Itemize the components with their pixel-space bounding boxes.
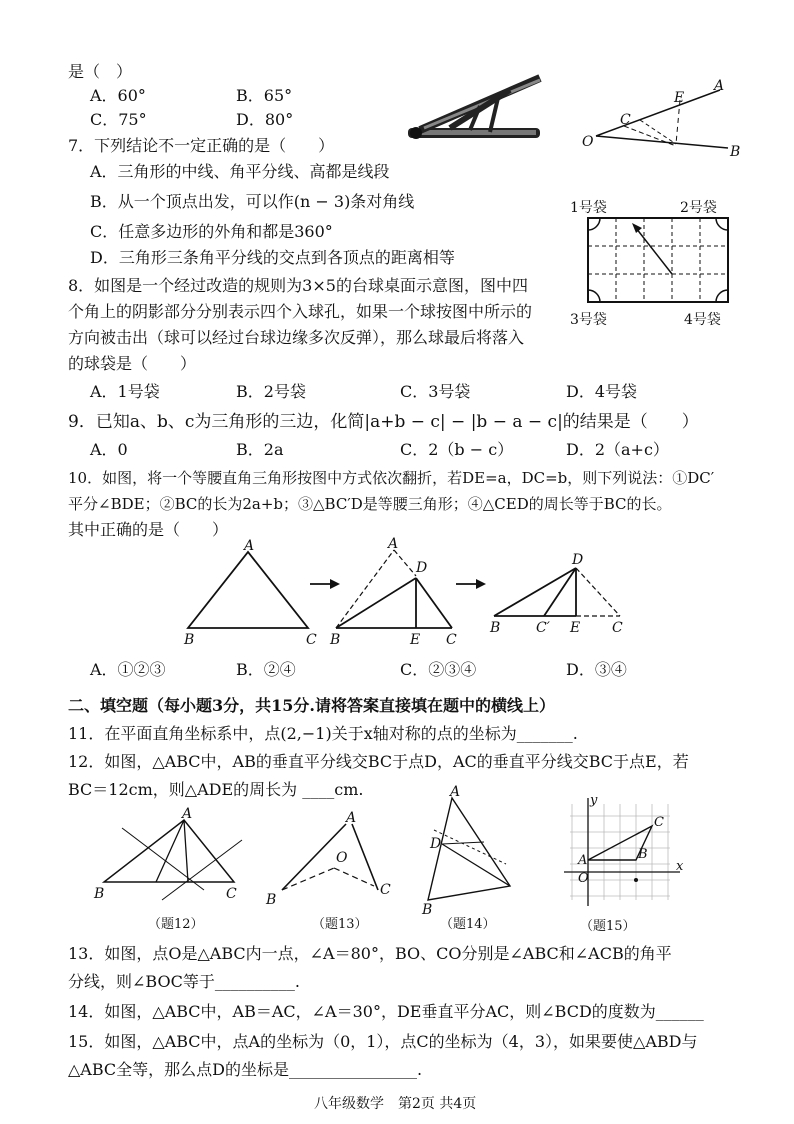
fig12-label-a: A	[182, 806, 193, 822]
q6-label-c: C	[620, 112, 631, 128]
caption-12: （题12）	[148, 917, 204, 932]
q10-option-d: D．③④	[566, 660, 627, 679]
q10-fig1-b: B	[184, 632, 195, 648]
q8-line-4: 的球袋是（ ）	[68, 354, 197, 373]
page-footer: 八年级数学 第2页 共4页	[314, 1096, 477, 1112]
q10-fig2-a: A	[388, 536, 399, 552]
q8-option-d: D．4号袋	[566, 382, 638, 401]
q9-option-c: C．2（b − c）	[400, 440, 514, 459]
q15-line-1: 15．如图，△ABC中，点A的坐标为（0，1），点C的坐标为（4，3），如果要使△ABD与	[68, 1032, 698, 1051]
caption-14: （题14）	[440, 917, 496, 932]
q10-line-1: 10．如图，将一个等腰直角三角形按图中方式依次翻折，若DE=a，DC=b，则下列说法：①DC′	[68, 469, 715, 487]
q10-fig2-e: E	[410, 632, 421, 648]
q9-option-b: B．2a	[236, 440, 284, 459]
q10-option-a: A．①②③	[90, 660, 166, 679]
q10-fig3-cprime: C′	[536, 620, 550, 636]
q8-billiard-figure	[570, 198, 750, 328]
fig15-label-x: x	[676, 859, 684, 874]
q8-line-2: 个角上的阴影部分分别表示四个入球孔，如果一个球按图中所示的	[68, 302, 533, 321]
q10-fig2-d: D	[416, 560, 428, 576]
q6-tool-figure	[400, 70, 550, 150]
fig15-label-c: C	[654, 815, 664, 830]
fig15-label-y: y	[590, 793, 598, 808]
fig12-label-b: B	[94, 886, 105, 902]
fig14-label-a: A	[450, 784, 461, 800]
fig13-label-c: C	[380, 882, 391, 898]
q6-angle-figure	[580, 80, 740, 160]
fig15-label-a: A	[578, 853, 588, 868]
q9-stem: 9．已知a、b、c为三角形的三边，化简|a+b − c| − |b − a − c|的结果是（ ）	[68, 412, 699, 432]
q8-line-3: 方向被击出（球可以经过台球边缘多次反弹），那么球最后将落入	[68, 328, 525, 347]
q6-label-o: O	[582, 134, 594, 150]
q6-option-b: B．65°	[236, 86, 293, 105]
fig13-label-a: A	[346, 810, 357, 826]
fig15-label-o: O	[578, 871, 589, 886]
q10-fig3-e: E	[570, 620, 581, 636]
q10-option-c: C．②③④	[400, 660, 477, 679]
q8-option-b: B．2号袋	[236, 382, 306, 401]
bag-4-label: 4号袋	[684, 312, 721, 328]
q10-fig2-c: C	[446, 632, 457, 648]
fig12-label-c: C	[226, 886, 237, 902]
q6-option-d: D．80°	[236, 110, 294, 129]
fig-15	[560, 793, 690, 936]
q7-stem: 7．下列结论不一定正确的是（ ）	[68, 136, 335, 155]
fig13-label-o: O	[336, 850, 348, 866]
q6-label-e: E	[674, 90, 685, 106]
q10-fig2-b: B	[330, 632, 341, 648]
fig15-label-b: B	[638, 847, 648, 862]
q6-option-c: C．75°	[90, 110, 147, 129]
fig-13	[262, 810, 402, 936]
fig-14	[420, 784, 530, 936]
q10-line-3: 其中正确的是（ ）	[68, 520, 229, 539]
q10-line-2: 平分∠BDE；②BC的长为2a+b；③△BC′D是等腰三角形；④△CED的周长等于BC的长。	[68, 495, 672, 513]
q10-fig1-c: C	[306, 632, 317, 648]
q12-line-2: BC＝12cm，则△ADE的周长为 ____cm.	[68, 780, 364, 799]
q10-fig3-c: C	[612, 620, 623, 636]
q6-label-b: B	[730, 144, 741, 160]
section-2-title: 二、填空题（每小题3分，共15分.请将答案直接填在题中的横线上）	[68, 696, 555, 715]
q15-line-2: △ABC全等，那么点D的坐标是________________.	[68, 1060, 423, 1079]
q8-option-a: A．1号袋	[90, 382, 160, 401]
q13-line-1: 13．如图，点O是△ABC内一点，∠A＝80°，BO、CO分别是∠ABC和∠ACB的角平	[68, 944, 672, 963]
q10-fold-figure	[180, 536, 640, 650]
bag-2-label: 2号袋	[680, 200, 717, 216]
q8-line-1: 8．如图是一个经过改造的规则为3×5的台球桌面示意图，图中四	[68, 276, 528, 295]
fig-12	[92, 806, 252, 936]
q10-fig1-a: A	[244, 538, 255, 554]
fig14-label-d: D	[430, 836, 442, 852]
q7-option-c: C．任意多边形的外角和都是360°	[90, 222, 333, 241]
q7-option-a: A．三角形的中线、角平分线、高都是线段	[90, 162, 390, 181]
q11-text: 11．在平面直角坐标系中，点(2,−1)关于x轴对称的点的坐标为_______.	[68, 724, 578, 743]
q10-fig3-d: D	[572, 552, 584, 568]
q10-fig3-b: B	[490, 620, 501, 636]
q6-label-a: A	[714, 78, 725, 94]
q13-line-2: 分线，则∠BOC等于__________.	[68, 972, 300, 991]
q14-text: 14．如图，△ABC中，AB＝AC，∠A＝30°，DE垂直平分AC，则∠BCD的度数为______	[68, 1002, 704, 1021]
caption-15: （题15）	[580, 919, 636, 934]
bag-1-label: 1号袋	[570, 200, 607, 216]
q8-option-c: C．3号袋	[400, 382, 471, 401]
fig14-label-b: B	[422, 902, 433, 918]
q12-line-1: 12．如图，△ABC中，AB的垂直平分线交BC于点D，AC的垂直平分线交BC于点E，若	[68, 752, 689, 771]
q7-option-b: B．从一个顶点出发，可以作(n − 3)条对角线	[90, 192, 415, 211]
q7-option-d: D．三角形三条角平分线的交点到各顶点的距离相等	[90, 248, 455, 267]
q6-option-a: A．60°	[90, 86, 146, 105]
q10-option-b: B．②④	[236, 660, 296, 679]
fig13-label-b: B	[266, 892, 277, 908]
caption-13: （题13）	[312, 917, 368, 932]
q6-stem-tail: 是（ ）	[68, 62, 133, 81]
bag-3-label: 3号袋	[570, 312, 607, 328]
q9-option-d: D．2（a+c）	[566, 440, 669, 459]
q9-option-a: A．0	[90, 440, 128, 459]
